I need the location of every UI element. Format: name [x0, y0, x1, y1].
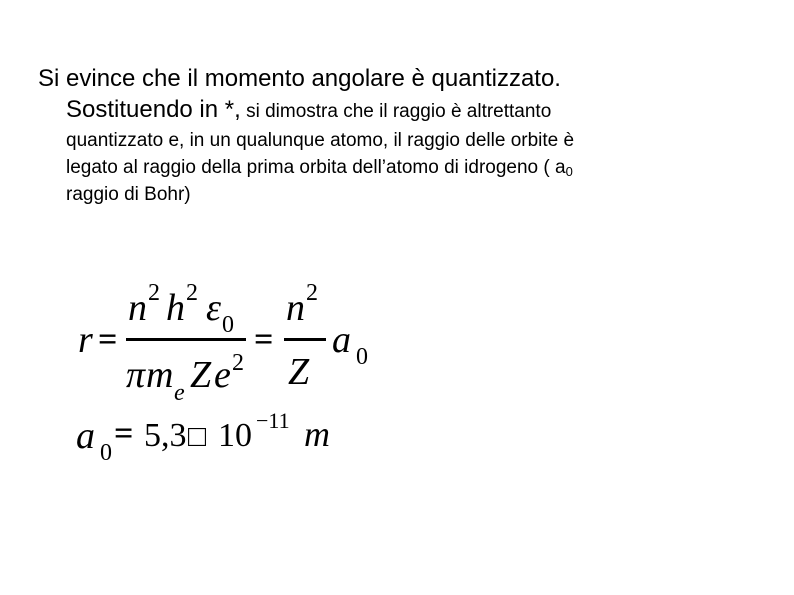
text-line-3: quantizzato e, in un qualunque atomo, il raggio delle orbite è [66, 130, 575, 151]
formula-e: e [214, 354, 231, 396]
formula-e-exponent: 2 [232, 350, 244, 376]
formula-h: h [166, 287, 185, 329]
text-line-2-rest: si dimostra che il raggio è altrettanto [240, 101, 552, 122]
formula-h-exponent: 2 [186, 280, 198, 306]
formula-Z-2: Z [288, 351, 310, 393]
fraction-bar-2 [284, 338, 326, 341]
text-line-1: Si evince che il momento angolare è quantizzato. [38, 65, 561, 92]
text-line-5: raggio di Bohr) [66, 184, 191, 205]
formula-ten: 10 [218, 417, 252, 454]
text-line-4 [66, 158, 573, 178]
formula-value: 5,3 [144, 417, 187, 454]
fraction-bar-1 [126, 338, 246, 341]
formula-epsilon-subscript: 0 [222, 312, 234, 338]
formula-n-2: n [286, 287, 305, 329]
formula-a0-lhs: a [76, 415, 95, 457]
text-line-4-main: legato al raggio della prima orbita dell’atomo di idrogeno ( a [66, 157, 566, 178]
bohr-radius-formula [60, 270, 400, 470]
formula-a0-lhs-subscript: 0 [100, 440, 112, 466]
formula-epsilon: ε [206, 287, 221, 329]
formula-a: a [332, 319, 351, 361]
formula-m-subscript: e [174, 380, 185, 406]
formula-Z-denominator: Z [190, 354, 212, 396]
formula-equals-1: = [98, 321, 118, 358]
formula-n2-exponent: 2 [306, 280, 318, 306]
formula-unit: m [304, 414, 330, 454]
formula-n-exponent: 2 [148, 280, 160, 306]
formula-equals-3: = [114, 415, 134, 452]
formula-equals-2: = [254, 321, 274, 358]
formula-n-numerator: n [128, 287, 147, 329]
formula-pi: π [126, 354, 146, 396]
text-line-4-subscript: 0 [565, 164, 573, 179]
formula-m: m [146, 354, 174, 396]
formula-r: r [78, 319, 93, 361]
formula-multiply-symbol: □ [188, 420, 207, 453]
formula-svg [60, 270, 400, 470]
text-line-2-lead: Sostituendo in *, [66, 96, 241, 123]
formula-exponent: −11 [256, 408, 290, 433]
text-line-2 [66, 98, 551, 122]
formula-a-subscript: 0 [356, 344, 368, 370]
